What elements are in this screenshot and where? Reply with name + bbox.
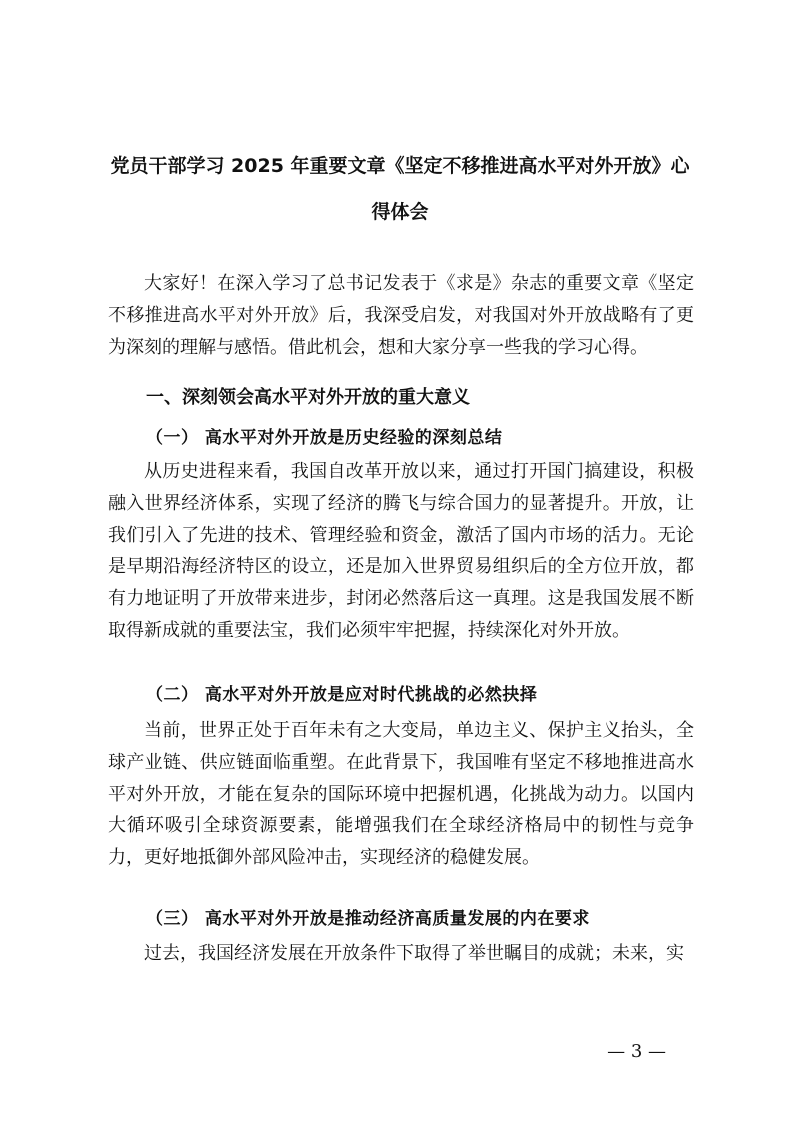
subsection-2-body: 当前，世界正处于百年未有之大变局，单边主义、保护主义抬头，全球产业链、供应链面临重塑。在此背景下，我国唯有坚定不移地推进高水平对外开放，才能在复杂的国际环境中把握机遇，化挑战为动力。以国内大循环吸引全球资源要素，能增强我们在全球经济格局中的韧性与竞争力，更好地抵御外部风险冲击，实现经济的稳健发展。	[108, 720, 694, 869]
section-1-heading: 一、深刻领会高水平对外开放的重大意义	[146, 387, 470, 408]
subsection-1-heading: （一） 高水平对外开放是历史经验的深刻总结	[146, 428, 503, 448]
subsection-1-body: 从历史进程来看，我国自改革开放以来，通过打开国门搞建设，积极融入世界经济体系，实现了经济的腾飞与综合国力的显著提升。开放，让我们引入了先进的技术、管理经验和资金，激活了国内市场的活力。无论是早期沿海经济特区的设立，还是加入世界贸易组织后的全方位开放，都有力地证明了开放带来进步，封闭必然落后这一真理。这是我国发展不断取得新成就的重要法宝，我们必须牢牢把握，持续深化对外开放。	[108, 461, 694, 641]
document-title-line-2: 得体会	[371, 201, 429, 223]
document-title-line-1: 党员干部学习 2025 年重要文章《坚定不移推进高水平对外开放》心	[110, 155, 690, 177]
intro-paragraph: 大家好！在深入学习了总书记发表于《求是》杂志的重要文章《坚定不移推进高水平对外开放》后，我深受启发，对我国对外开放战略有了更为深刻的理解与感悟。借此机会，想和大家分享一些我的学习心得。	[108, 273, 694, 358]
subsection-3-body: 过去，我国经济发展在开放条件下取得了举世瞩目的成就；未来，实	[144, 943, 684, 964]
subsection-3-heading: （三） 高水平对外开放是推动经济高质量发展的内在要求	[146, 909, 590, 929]
subsection-2-heading: （二） 高水平对外开放是应对时代挑战的必然抉择	[146, 685, 538, 705]
page-number: — 3 —	[607, 1041, 666, 1062]
